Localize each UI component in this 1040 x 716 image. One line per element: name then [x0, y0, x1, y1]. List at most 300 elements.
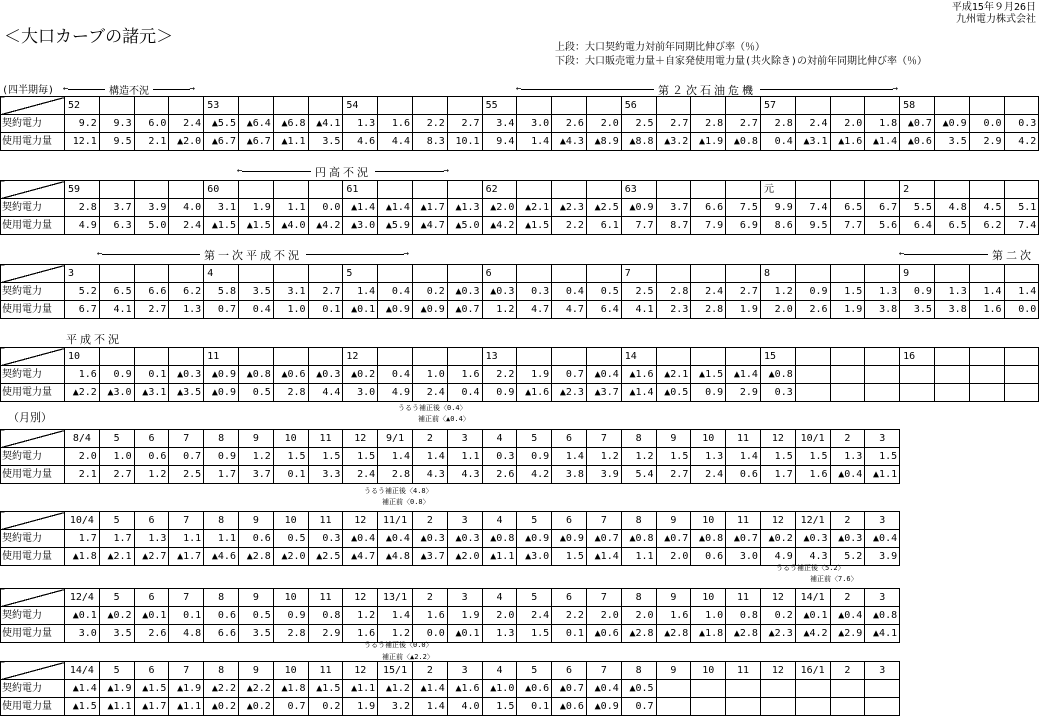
contract-value-cell: 0.2: [760, 607, 795, 625]
month-cell: 8: [621, 589, 656, 607]
contract-value-cell: 2.7: [656, 115, 691, 133]
contract-value-cell: ▲1.0: [482, 680, 517, 698]
month-cell: 12: [343, 589, 378, 607]
contract-row-label: 契約電力: [1, 283, 65, 301]
usage-value-cell: 4.7: [552, 301, 587, 319]
monthly-table-4: [0, 661, 900, 716]
usage-value-cell: 3.9: [865, 548, 900, 566]
contract-value-cell: 2.2: [552, 607, 587, 625]
contract-value-cell: 1.5: [795, 448, 830, 466]
month-cell: 9: [656, 512, 691, 530]
month-cell: 12: [760, 589, 795, 607]
usage-value-cell: ▲2.7: [134, 548, 169, 566]
contract-value-cell: 1.1: [204, 530, 239, 548]
contract-value-cell: [1004, 366, 1039, 384]
contract-value-cell: [760, 680, 795, 698]
contract-value-cell: ▲0.6: [273, 366, 308, 384]
contract-value-cell: 0.4: [552, 283, 587, 301]
usage-value-cell: 2.4: [169, 217, 204, 235]
usage-value-cell: 4.3: [447, 466, 482, 484]
month-cell: 7: [169, 662, 204, 680]
usage-value-cell: ▲2.5: [308, 548, 343, 566]
usage-value-cell: 1.2: [482, 301, 517, 319]
month-cell: 11: [726, 662, 761, 680]
year-cell: 9: [900, 265, 935, 283]
month-cell: 2: [412, 589, 447, 607]
contract-value-cell: ▲0.4: [865, 530, 900, 548]
usage-value-cell: 4.3: [795, 548, 830, 566]
usage-row-label: 使用電力量: [1, 625, 65, 643]
usage-value-cell: [900, 384, 935, 402]
diagonal-header-cell: [1, 662, 65, 680]
usage-value-cell: 0.4: [238, 301, 273, 319]
contract-value-cell: ▲0.1: [65, 607, 100, 625]
header-legend: [555, 41, 927, 69]
contract-value-cell: 2.4: [169, 115, 204, 133]
usage-value-cell: ▲8.9: [586, 133, 621, 151]
year-cell: 62: [482, 181, 517, 199]
year-cell: 15: [760, 348, 795, 366]
month-cell: 11: [726, 589, 761, 607]
contract-value-cell: 2.2: [482, 366, 517, 384]
contract-value-cell: 7.4: [795, 199, 830, 217]
month-cell: 2: [412, 512, 447, 530]
year-cell: [656, 265, 691, 283]
year-cell: [99, 181, 134, 199]
arrow-kouzou: ← → 構造不況: [63, 84, 195, 97]
usage-value-cell: 2.7: [656, 466, 691, 484]
diagonal-header-cell: [1, 348, 65, 366]
contract-value-cell: 0.9: [273, 607, 308, 625]
usage-value-cell: 4.2: [1004, 133, 1039, 151]
usage-value-cell: 7.4: [1004, 217, 1039, 235]
month-cell: 8: [621, 512, 656, 530]
usage-value-cell: 3.5: [934, 133, 969, 151]
contract-value-cell: 0.7: [169, 448, 204, 466]
usage-value-cell: 6.4: [900, 217, 935, 235]
month-cell: 12: [760, 662, 795, 680]
year-cell: [412, 348, 447, 366]
year-cell: [517, 265, 552, 283]
contract-value-cell: 2.8: [691, 115, 726, 133]
contract-value-cell: 1.3: [830, 448, 865, 466]
usage-value-cell: 3.0: [65, 625, 100, 643]
contract-value-cell: 2.2: [412, 115, 447, 133]
contract-value-cell: ▲2.1: [517, 199, 552, 217]
month-cell: 6: [134, 662, 169, 680]
contract-value-cell: ▲0.7: [726, 530, 761, 548]
usage-value-cell: ▲0.9: [586, 698, 621, 716]
year-cell: [169, 181, 204, 199]
contract-value-cell: ▲0.4: [378, 530, 413, 548]
contract-value-cell: 1.8: [865, 115, 900, 133]
contract-value-cell: ▲1.4: [412, 680, 447, 698]
usage-value-cell: 4.2: [517, 466, 552, 484]
usage-value-cell: 6.9: [726, 217, 761, 235]
usage-row: [1, 384, 1039, 402]
contract-value-cell: 1.9: [447, 607, 482, 625]
note-q4-b: 補正前〈▲0.4〉: [418, 415, 470, 423]
contract-value-cell: 9.9: [760, 199, 795, 217]
usage-value-cell: ▲1.1: [273, 133, 308, 151]
year-cell: [447, 181, 482, 199]
contract-value-cell: 1.5: [273, 448, 308, 466]
year-cell: [691, 97, 726, 115]
month-row: [1, 430, 900, 448]
contract-value-cell: 0.3: [308, 530, 343, 548]
contract-value-cell: 3.4: [482, 115, 517, 133]
contract-value-cell: ▲0.1: [134, 607, 169, 625]
usage-value-cell: 0.1: [308, 301, 343, 319]
contract-value-cell: 1.0: [99, 448, 134, 466]
usage-value-cell: 9.4: [482, 133, 517, 151]
usage-value-cell: 3.9: [586, 466, 621, 484]
monthly-table-2: [0, 511, 900, 566]
contract-value-cell: 0.3: [517, 283, 552, 301]
usage-value-cell: 2.4: [412, 384, 447, 402]
usage-value-cell: 0.2: [308, 698, 343, 716]
contract-value-cell: 0.4: [378, 283, 413, 301]
year-cell: [273, 181, 308, 199]
usage-value-cell: ▲3.1: [795, 133, 830, 151]
year-cell: [865, 265, 900, 283]
contract-value-cell: ▲0.7: [900, 115, 935, 133]
usage-value-cell: ▲4.1: [865, 625, 900, 643]
usage-value-cell: 1.5: [552, 548, 587, 566]
contract-row-label: 契約電力: [1, 448, 65, 466]
usage-row-label: 使用電力量: [1, 548, 65, 566]
usage-value-cell: ▲3.5: [169, 384, 204, 402]
contract-value-cell: 6.5: [99, 283, 134, 301]
year-cell: 16: [900, 348, 935, 366]
contract-value-cell: 1.6: [65, 366, 100, 384]
usage-value-cell: ▲1.4: [621, 384, 656, 402]
usage-value-cell: 0.3: [760, 384, 795, 402]
contract-value-cell: 0.9: [517, 448, 552, 466]
usage-value-cell: [865, 698, 900, 716]
month-cell: 11: [308, 512, 343, 530]
month-cell: 5: [517, 662, 552, 680]
contract-value-cell: ▲0.3: [830, 530, 865, 548]
usage-value-cell: ▲4.6: [204, 548, 239, 566]
month-cell: 3: [447, 430, 482, 448]
usage-value-cell: 3.8: [865, 301, 900, 319]
contract-value-cell: ▲0.8: [238, 366, 273, 384]
usage-value-cell: 0.9: [482, 384, 517, 402]
year-cell: [169, 348, 204, 366]
year-cell: [169, 97, 204, 115]
contract-value-cell: ▲2.1: [656, 366, 691, 384]
year-cell: [726, 181, 761, 199]
year-cell: [378, 97, 413, 115]
usage-value-cell: 0.1: [273, 466, 308, 484]
usage-value-cell: 2.4: [691, 466, 726, 484]
usage-value-cell: 10.1: [447, 133, 482, 151]
year-cell: [169, 265, 204, 283]
year-cell: [934, 265, 969, 283]
usage-value-cell: 4.4: [378, 133, 413, 151]
month-cell: 9: [656, 589, 691, 607]
usage-value-cell: ▲0.1: [447, 625, 482, 643]
usage-value-cell: 1.9: [343, 698, 378, 716]
usage-value-cell: ▲3.1: [134, 384, 169, 402]
contract-value-cell: ▲0.8: [482, 530, 517, 548]
month-cell: 6: [552, 662, 587, 680]
year-cell: [586, 97, 621, 115]
contract-value-cell: 1.5: [656, 448, 691, 466]
year-cell: [795, 181, 830, 199]
contract-value-cell: 0.3: [1004, 115, 1039, 133]
year-cell: [969, 181, 1004, 199]
contract-value-cell: 2.0: [621, 607, 656, 625]
month-row: [1, 589, 900, 607]
note-q4-a: うるう補正後〈0.4〉: [398, 404, 467, 412]
year-cell: [273, 348, 308, 366]
year-cell: 7: [621, 265, 656, 283]
contract-value-cell: ▲0.7: [656, 530, 691, 548]
usage-value-cell: 2.0: [656, 548, 691, 566]
usage-value-cell: ▲1.1: [99, 698, 134, 716]
usage-value-cell: 1.3: [482, 625, 517, 643]
contract-value-cell: [900, 366, 935, 384]
usage-value-cell: 2.8: [691, 301, 726, 319]
usage-value-cell: 0.6: [726, 466, 761, 484]
year-cell: [795, 265, 830, 283]
usage-value-cell: [656, 698, 691, 716]
usage-value-cell: 0.4: [447, 384, 482, 402]
month-cell: 9: [238, 662, 273, 680]
contract-value-cell: 5.2: [65, 283, 100, 301]
usage-value-cell: ▲0.5: [656, 384, 691, 402]
usage-value-cell: ▲2.0: [169, 133, 204, 151]
contract-value-cell: 1.0: [691, 607, 726, 625]
contract-value-cell: 1.2: [586, 448, 621, 466]
contract-value-cell: 6.0: [134, 115, 169, 133]
month-cell: 8: [621, 662, 656, 680]
year-row: [1, 181, 1039, 199]
usage-value-cell: 2.5: [169, 466, 204, 484]
contract-value-cell: 3.0: [517, 115, 552, 133]
usage-value-cell: 7.9: [691, 217, 726, 235]
contract-value-cell: 2.0: [586, 607, 621, 625]
contract-value-cell: 1.4: [378, 448, 413, 466]
usage-value-cell: 4.9: [65, 217, 100, 235]
contract-value-cell: 0.5: [273, 530, 308, 548]
year-cell: [308, 348, 343, 366]
year-cell: 元: [760, 181, 795, 199]
usage-row: [1, 133, 1039, 151]
usage-value-cell: 5.6: [865, 217, 900, 235]
contract-value-cell: 2.0: [65, 448, 100, 466]
contract-value-cell: 0.6: [134, 448, 169, 466]
usage-value-cell: ▲2.1: [99, 548, 134, 566]
year-cell: [726, 265, 761, 283]
contract-value-cell: 1.3: [934, 283, 969, 301]
month-row: [1, 512, 900, 530]
usage-value-cell: 2.4: [343, 466, 378, 484]
contract-row: [1, 199, 1039, 217]
year-cell: [308, 97, 343, 115]
usage-value-cell: 2.6: [134, 625, 169, 643]
contract-value-cell: [656, 680, 691, 698]
contract-value-cell: 1.7: [99, 530, 134, 548]
month-cell: 12: [343, 430, 378, 448]
usage-value-cell: 6.7: [65, 301, 100, 319]
month-cell: 3: [865, 430, 900, 448]
contract-value-cell: ▲1.9: [169, 680, 204, 698]
contract-value-cell: 5.1: [1004, 199, 1039, 217]
year-cell: [934, 348, 969, 366]
month-cell: 3: [865, 512, 900, 530]
year-cell: [552, 265, 587, 283]
year-cell: [378, 181, 413, 199]
contract-value-cell: 0.6: [204, 607, 239, 625]
contract-value-cell: ▲2.3: [552, 199, 587, 217]
usage-value-cell: 6.1: [586, 217, 621, 235]
usage-value-cell: 6.3: [99, 217, 134, 235]
contract-row: [1, 607, 900, 625]
usage-row: [1, 466, 900, 484]
year-cell: [969, 348, 1004, 366]
month-cell: 5: [99, 662, 134, 680]
month-cell: 11: [308, 662, 343, 680]
quarterly-table-3: [0, 264, 1039, 319]
month-cell: 10: [691, 662, 726, 680]
contract-value-cell: ▲0.3: [412, 530, 447, 548]
quarterly-table-2: [0, 180, 1039, 235]
usage-value-cell: ▲1.1: [865, 466, 900, 484]
year-cell: [795, 348, 830, 366]
usage-value-cell: ▲1.7: [169, 548, 204, 566]
contract-value-cell: ▲1.1: [343, 680, 378, 698]
contract-value-cell: ▲1.5: [308, 680, 343, 698]
month-cell: 8: [621, 430, 656, 448]
usage-value-cell: 2.7: [99, 466, 134, 484]
contract-value-cell: 2.5: [621, 115, 656, 133]
usage-value-cell: 4.7: [517, 301, 552, 319]
usage-value-cell: 4.9: [378, 384, 413, 402]
usage-value-cell: 2.2: [552, 217, 587, 235]
usage-row: [1, 698, 900, 716]
usage-value-cell: ▲1.5: [517, 217, 552, 235]
usage-value-cell: 12.1: [65, 133, 100, 151]
contract-value-cell: 1.3: [691, 448, 726, 466]
contract-row: [1, 366, 1039, 384]
month-cell: 7: [169, 430, 204, 448]
usage-value-cell: ▲5.0: [447, 217, 482, 235]
year-cell: 54: [343, 97, 378, 115]
year-cell: [378, 348, 413, 366]
usage-value-cell: [691, 698, 726, 716]
year-cell: 14: [621, 348, 656, 366]
contract-value-cell: [934, 366, 969, 384]
contract-value-cell: 1.9: [517, 366, 552, 384]
contract-value-cell: 3.5: [238, 283, 273, 301]
contract-value-cell: 0.9: [204, 448, 239, 466]
usage-value-cell: [830, 698, 865, 716]
month-cell: 4: [482, 430, 517, 448]
quarterly-table-4: [0, 347, 1039, 402]
usage-value-cell: 8.6: [760, 217, 795, 235]
month-cell: 3: [447, 589, 482, 607]
usage-value-cell: 4.1: [621, 301, 656, 319]
month-cell: 8: [204, 662, 239, 680]
contract-value-cell: 0.9: [900, 283, 935, 301]
usage-value-cell: [830, 384, 865, 402]
contract-value-cell: 1.4: [343, 283, 378, 301]
diagonal-header-cell: [1, 589, 65, 607]
usage-value-cell: 6.4: [586, 301, 621, 319]
year-cell: [691, 348, 726, 366]
year-cell: [273, 97, 308, 115]
year-cell: [447, 348, 482, 366]
contract-value-cell: ▲0.2: [760, 530, 795, 548]
contract-value-cell: 1.3: [865, 283, 900, 301]
contract-value-cell: ▲2.2: [204, 680, 239, 698]
month-cell: 5: [517, 589, 552, 607]
contract-value-cell: ▲0.3: [447, 530, 482, 548]
usage-value-cell: 2.0: [760, 301, 795, 319]
contract-value-cell: ▲0.7: [552, 680, 587, 698]
contract-value-cell: ▲1.5: [691, 366, 726, 384]
year-cell: [830, 97, 865, 115]
contract-value-cell: [830, 680, 865, 698]
month-cell: 12/1: [795, 512, 830, 530]
month-cell: 11: [308, 430, 343, 448]
contract-value-cell: [865, 366, 900, 384]
month-cell: 10: [691, 589, 726, 607]
contract-value-cell: ▲0.5: [621, 680, 656, 698]
year-row: [1, 97, 1039, 115]
usage-value-cell: 3.0: [343, 384, 378, 402]
month-cell: 2: [830, 662, 865, 680]
month-cell: 12: [343, 512, 378, 530]
month-cell: 10: [691, 430, 726, 448]
contract-row: [1, 283, 1039, 301]
contract-value-cell: 1.5: [830, 283, 865, 301]
usage-value-cell: 0.0: [1004, 301, 1039, 319]
year-cell: [517, 97, 552, 115]
year-cell: [308, 181, 343, 199]
contract-value-cell: 1.5: [308, 448, 343, 466]
usage-value-cell: 1.2: [378, 625, 413, 643]
contract-value-cell: ▲0.8: [865, 607, 900, 625]
usage-value-cell: ▲0.1: [343, 301, 378, 319]
contract-value-cell: 1.4: [378, 607, 413, 625]
contract-value-cell: ▲1.9: [99, 680, 134, 698]
contract-value-cell: 2.8: [65, 199, 100, 217]
contract-value-cell: 3.7: [99, 199, 134, 217]
usage-value-cell: 8.3: [412, 133, 447, 151]
contract-value-cell: [691, 680, 726, 698]
year-cell: [586, 181, 621, 199]
header-date: 平成15年９月26日: [951, 2, 1036, 13]
contract-value-cell: ▲1.4: [726, 366, 761, 384]
contract-value-cell: 0.2: [412, 283, 447, 301]
contract-row-label: 契約電力: [1, 607, 65, 625]
usage-value-cell: ▲2.9: [830, 625, 865, 643]
usage-row-label: 使用電力量: [1, 384, 65, 402]
contract-value-cell: 0.6: [238, 530, 273, 548]
year-cell: [1004, 348, 1039, 366]
month-cell: 10: [273, 512, 308, 530]
month-cell: 11: [308, 589, 343, 607]
year-cell: [552, 348, 587, 366]
usage-value-cell: 1.7: [760, 466, 795, 484]
year-cell: [865, 181, 900, 199]
contract-value-cell: 1.3: [343, 115, 378, 133]
month-cell: 5: [99, 430, 134, 448]
